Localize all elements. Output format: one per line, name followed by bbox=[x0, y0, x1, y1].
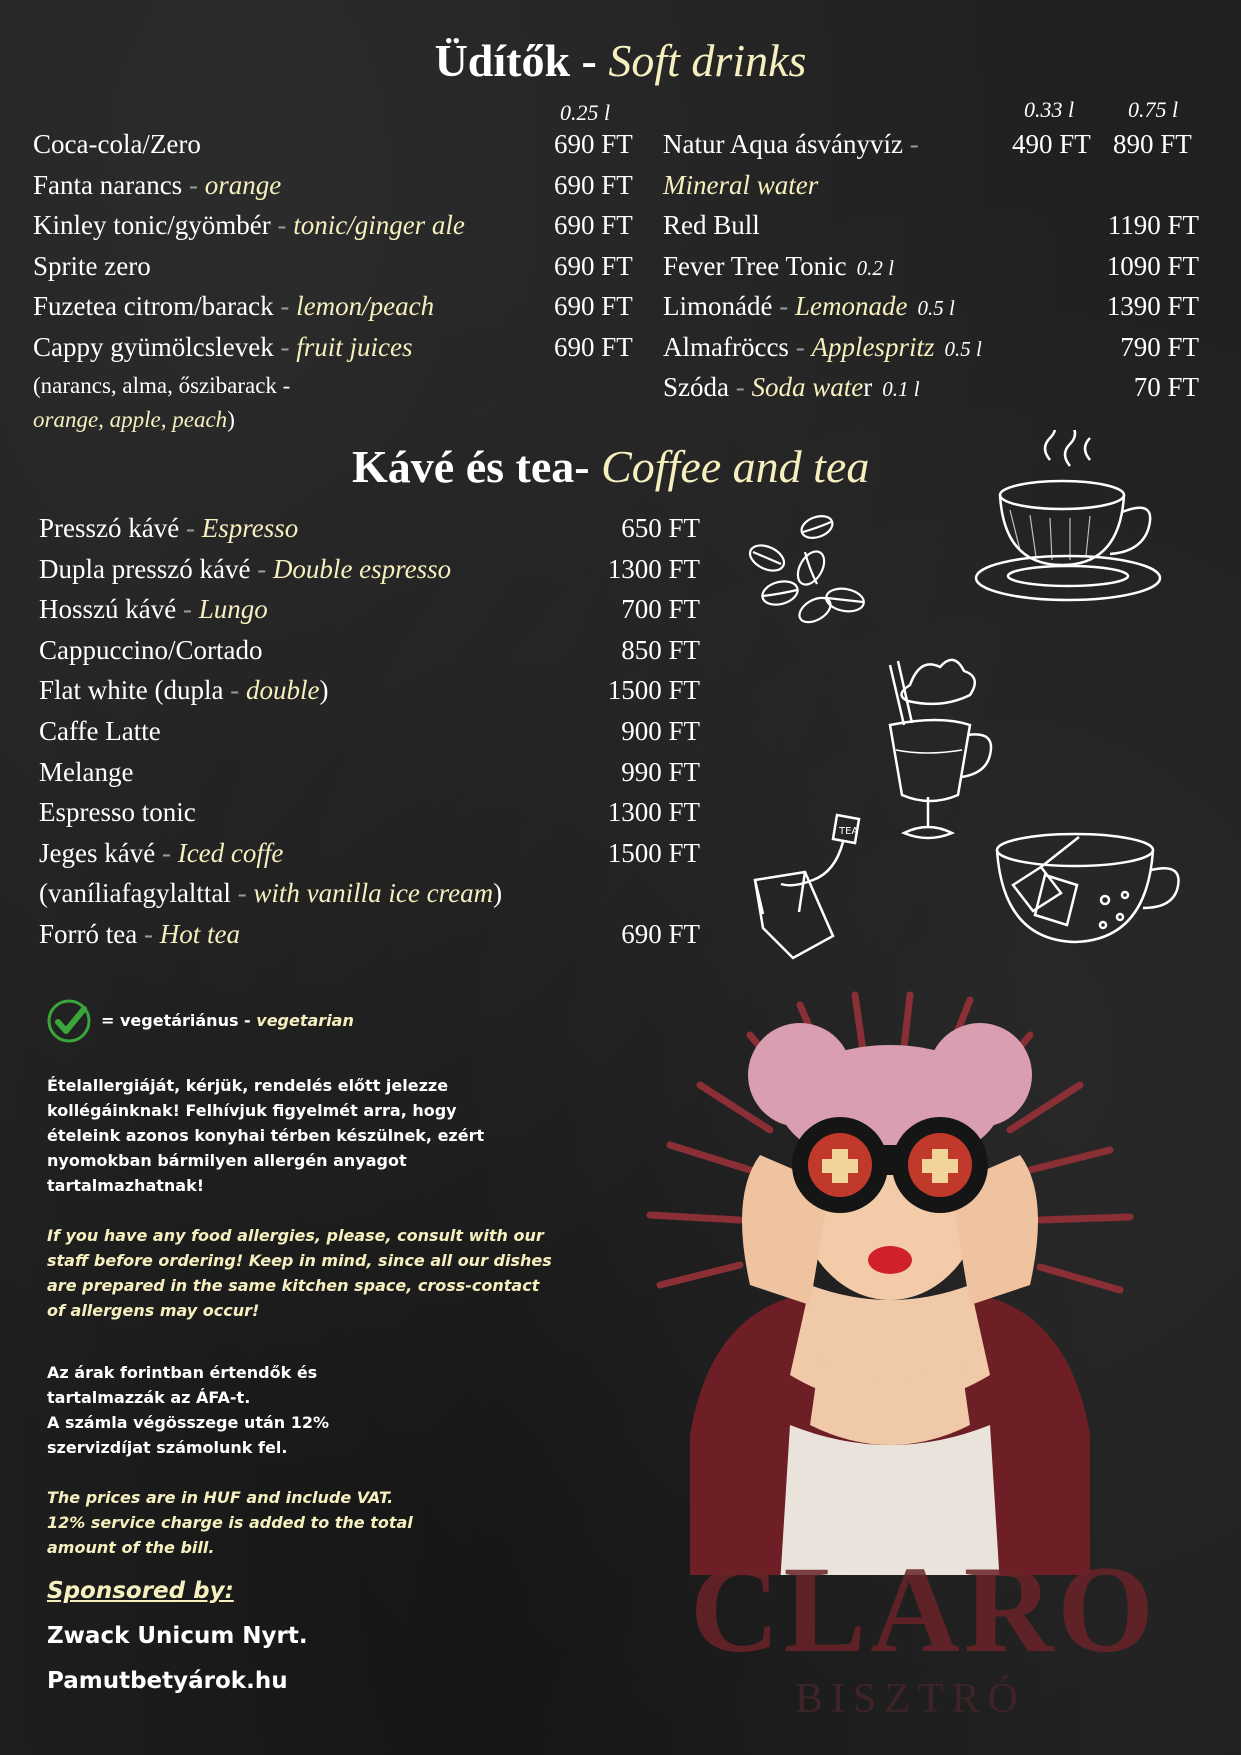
coffee-price: 1300 FT bbox=[607, 797, 700, 828]
drink-name-hu: Cappy gyümölcslevek bbox=[33, 331, 274, 362]
drink-item bbox=[33, 331, 412, 363]
notice-line: ételeink azonos konyhai térben készülnek, ezért bbox=[47, 1126, 485, 1145]
coffee-price: 1500 FT bbox=[607, 837, 700, 868]
coffee-name-en: Lungo bbox=[198, 594, 268, 625]
logo-subtitle: BISZTRÓ bbox=[795, 1676, 1027, 1722]
notice-line: staff before ordering! Keep in mind, since all our dishes bbox=[47, 1251, 552, 1270]
separator: - bbox=[155, 837, 178, 868]
coffee-price: 850 FT bbox=[621, 634, 700, 665]
coffee-cup-icon bbox=[970, 430, 1175, 620]
soft-drinks-title-hu: Üdítők - bbox=[434, 35, 609, 86]
drink-volume: 0.2 l bbox=[856, 255, 894, 280]
drink-name-en: fruit juices bbox=[296, 331, 413, 362]
drink-name-en: lemon/peach bbox=[296, 291, 435, 321]
notice-line: Az árak forintban értendők és bbox=[47, 1363, 318, 1382]
drink-name-hu: Limonádé bbox=[663, 291, 773, 321]
volume-label: 0.25 l bbox=[560, 100, 611, 125]
coffee-title-en: Coffee and tea bbox=[601, 441, 870, 492]
drink-name-hu: Fuzetea citrom/barack bbox=[33, 291, 274, 321]
drink-item bbox=[33, 250, 151, 282]
iced-coffee-icon bbox=[870, 655, 995, 855]
coffee-name-hu: Espresso tonic bbox=[39, 797, 196, 828]
drink-item bbox=[663, 169, 818, 201]
coffee-item bbox=[39, 593, 268, 625]
coffee-item bbox=[39, 512, 298, 544]
drink-name-en: Soda wate bbox=[751, 372, 864, 402]
coffee-price: 1300 FT bbox=[607, 553, 700, 584]
separator: - bbox=[273, 291, 297, 321]
notice-line: of allergens may occur! bbox=[47, 1301, 260, 1320]
coffee-item bbox=[39, 634, 262, 666]
coffee-title bbox=[352, 440, 869, 493]
coffee-price: 690 FT bbox=[621, 919, 700, 949]
claro-illustration bbox=[640, 955, 1140, 1575]
drink-price: 690 FT bbox=[554, 331, 633, 362]
notice-line: nyomokban bármilyen allergén anyagot bbox=[47, 1151, 407, 1170]
soft-drinks-title-en: Soft drinks bbox=[608, 35, 807, 86]
drink-item bbox=[663, 371, 920, 405]
coffee-name-hu: Forró tea bbox=[39, 919, 138, 949]
coffee-name-hu: Caffe Latte bbox=[39, 716, 161, 746]
coffee-name-hu: (vaníliafagylalttal bbox=[39, 878, 231, 909]
drink-price: 70 FT bbox=[1133, 372, 1199, 402]
drink-price: 890 FT bbox=[1113, 129, 1192, 159]
drink-name-hu: Coca-cola/Zero bbox=[33, 129, 201, 159]
drink-item bbox=[663, 250, 894, 284]
drink-name-en: Lemonade bbox=[794, 291, 908, 321]
cappy-note: (narancs, alma, őszibarack - bbox=[33, 373, 291, 398]
drink-price: 690 FT bbox=[554, 169, 633, 200]
coffee-name-en: with vanilla ice cream bbox=[253, 878, 494, 909]
cappy-note-en: orange, apple, peach) bbox=[33, 407, 235, 432]
coffee-title-hu: Kávé és tea- bbox=[352, 441, 602, 492]
drink-volume: 0.1 l bbox=[882, 377, 920, 401]
coffee-name-hu: Flat white (dupla bbox=[39, 675, 224, 706]
notice-line: tartalmazzák az ÁFA-t. bbox=[47, 1388, 251, 1407]
notice-line: The prices are in HUF and include VAT. bbox=[47, 1488, 394, 1507]
drink-price: 1090 FT bbox=[1106, 250, 1199, 281]
separator: - bbox=[137, 919, 160, 949]
drink-price: 1390 FT bbox=[1106, 291, 1199, 321]
coffee-name-hu: Hosszú kávé bbox=[39, 594, 177, 625]
coffee-name-en: Double espresso bbox=[272, 553, 452, 584]
separator: - bbox=[179, 513, 202, 543]
drink-item bbox=[663, 290, 955, 324]
coffee-name-en: Iced coffe bbox=[177, 837, 284, 868]
coffee-item bbox=[39, 553, 451, 585]
coffee-beans-icon bbox=[745, 510, 870, 630]
drink-name-en: Applespritz bbox=[811, 331, 935, 362]
notice-line: tartalmazhatnak! bbox=[47, 1176, 205, 1195]
coffee-price: 900 FT bbox=[621, 716, 700, 746]
drink-name-tail: r bbox=[863, 372, 873, 402]
volume-label: 0.33 l bbox=[1024, 97, 1075, 122]
separator: - bbox=[250, 553, 273, 584]
coffee-price: 650 FT bbox=[621, 513, 700, 543]
tea-cup-icon bbox=[985, 825, 1185, 960]
drink-price: 690 FT bbox=[554, 250, 633, 281]
sponsor-item: Zwack Unicum Nyrt. bbox=[47, 1623, 308, 1649]
drink-volume: 0.5 l bbox=[944, 336, 982, 361]
separator: - bbox=[230, 878, 254, 909]
drink-price: 690 FT bbox=[554, 210, 633, 240]
drink-price: 690 FT bbox=[554, 291, 633, 321]
drink-price: 690 FT bbox=[554, 129, 633, 159]
coffee-price: 1500 FT bbox=[607, 675, 700, 706]
svg-text:TEA: TEA bbox=[839, 826, 859, 837]
coffee-name-en: Espresso bbox=[201, 513, 299, 543]
drink-name-hu: Red Bull bbox=[663, 210, 760, 240]
drink-name-en: Mineral water bbox=[663, 169, 819, 200]
sponsor-item: Pamutbetyárok.hu bbox=[47, 1668, 288, 1694]
drink-name-en: orange bbox=[204, 169, 282, 200]
tea-bag-icon bbox=[745, 810, 880, 960]
drink-item bbox=[663, 209, 760, 241]
notice-line: If you have any food allergies, please, consult with our bbox=[47, 1226, 544, 1245]
separator: - bbox=[902, 129, 919, 159]
notice-line: A számla végösszege után 12% bbox=[47, 1413, 330, 1432]
separator: - bbox=[772, 291, 795, 321]
separator: - bbox=[223, 675, 246, 706]
drink-item bbox=[33, 209, 465, 241]
sponsors-title: Sponsored by: bbox=[47, 1578, 234, 1604]
check-icon bbox=[46, 998, 92, 1044]
coffee-item bbox=[39, 674, 328, 706]
drink-item bbox=[33, 128, 201, 160]
coffee-item bbox=[39, 715, 161, 747]
coffee-item bbox=[39, 837, 283, 869]
drink-price: 490 FT bbox=[1012, 129, 1091, 159]
drink-name-hu: Sprite zero bbox=[33, 250, 151, 281]
drink-volume: 0.5 l bbox=[917, 296, 955, 320]
coffee-item bbox=[39, 877, 502, 909]
drink-name-hu: Szóda bbox=[663, 372, 729, 402]
notice-line: szervizdíjat számolunk fel. bbox=[47, 1438, 288, 1457]
separator: - bbox=[788, 331, 812, 362]
notice-line: kollégáinknak! Felhívjuk figyelmét arra, hogy bbox=[47, 1101, 457, 1120]
coffee-name-en: Hot tea bbox=[159, 919, 240, 949]
drink-item bbox=[33, 290, 434, 322]
drink-name-en: tonic/ginger ale bbox=[293, 210, 465, 240]
coffee-close: ) bbox=[493, 878, 503, 909]
separator: - bbox=[176, 594, 199, 625]
coffee-item bbox=[39, 918, 240, 950]
coffee-name-hu: Jeges kávé bbox=[39, 837, 156, 868]
coffee-item bbox=[39, 756, 133, 788]
coffee-close: ) bbox=[319, 675, 329, 706]
separator: - bbox=[270, 210, 294, 240]
drink-item bbox=[33, 169, 281, 201]
soft-drinks-title bbox=[0, 34, 1241, 87]
coffee-price: 990 FT bbox=[621, 756, 700, 787]
volume-label: 0.75 l bbox=[1128, 97, 1179, 122]
coffee-name-hu: Melange bbox=[39, 756, 134, 787]
coffee-price: 700 FT bbox=[621, 594, 700, 625]
drink-price: 1190 FT bbox=[1107, 210, 1199, 240]
separator: - bbox=[182, 169, 205, 200]
drink-price: 790 FT bbox=[1120, 331, 1199, 362]
drink-name-hu: Kinley tonic/gyömbér bbox=[33, 210, 271, 240]
notice-line: amount of the bill. bbox=[47, 1538, 215, 1557]
notice-line: 12% service charge is added to the total bbox=[47, 1513, 413, 1532]
coffee-item bbox=[39, 796, 196, 828]
drink-name-hu: Fever Tree Tonic bbox=[663, 250, 847, 281]
coffee-name-hu: Cappuccino/Cortado bbox=[39, 634, 263, 665]
drink-item bbox=[663, 128, 919, 160]
drink-name-hu: Almafröccs bbox=[663, 331, 789, 362]
notice-line: are prepared in the same kitchen space, cross-contact bbox=[47, 1276, 540, 1295]
logo-name: CLARO bbox=[690, 1541, 1158, 1678]
separator: - bbox=[728, 372, 752, 402]
coffee-name-hu: Presszó kávé bbox=[39, 513, 180, 543]
coffee-name-en: double bbox=[245, 675, 320, 706]
coffee-name-hu: Dupla presszó kávé bbox=[39, 553, 251, 584]
notice-line: Ételallergiáját, kérjük, rendelés előtt jelezze bbox=[47, 1076, 449, 1095]
drink-item bbox=[663, 331, 982, 365]
vegetarian-legend: = vegetáriánus - vegetarian bbox=[101, 1011, 354, 1030]
drink-name-hu: Natur Aqua ásványvíz bbox=[663, 129, 903, 159]
separator: - bbox=[273, 331, 297, 362]
drink-name-hu: Fanta narancs bbox=[33, 169, 183, 200]
